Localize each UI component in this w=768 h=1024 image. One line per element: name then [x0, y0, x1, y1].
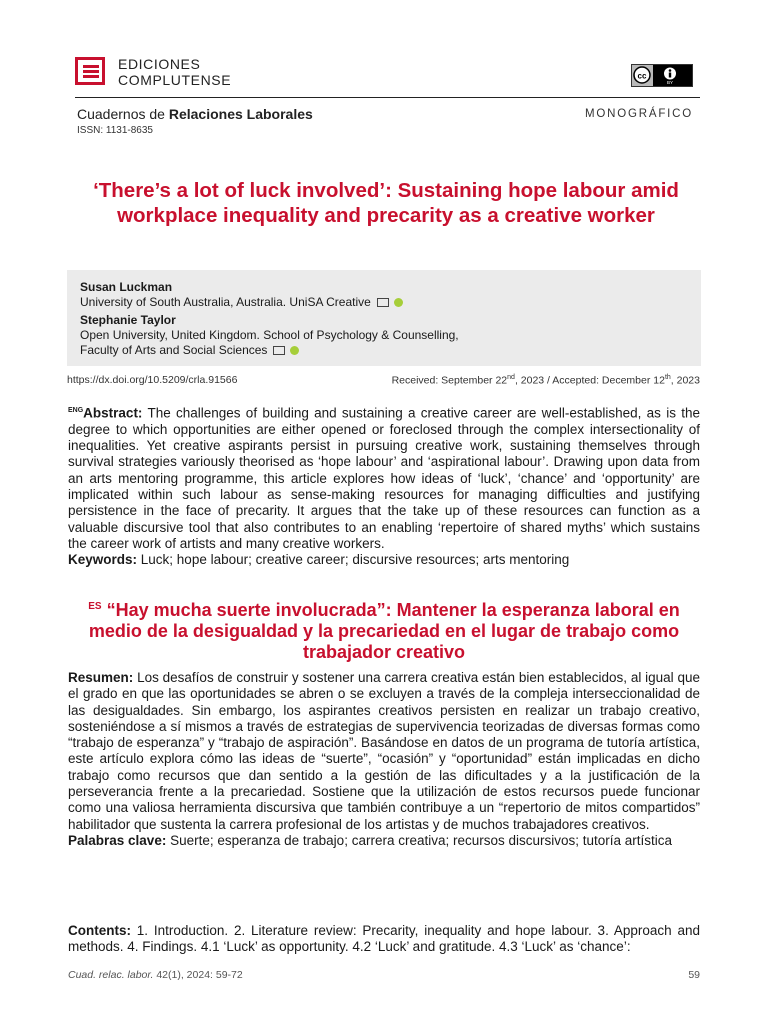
ediciones-complutense-logo-icon [75, 57, 105, 85]
lang-tag-en: ENG [68, 407, 84, 414]
keywords-label: Keywords: [68, 552, 138, 568]
article-title: ‘There’s a lot of luck involved’: Sustaining hope labour amid workplace inequality and precarity as a creative worker [93, 179, 679, 227]
abstract-es [68, 670, 700, 849]
header-rule [75, 97, 700, 98]
received-accepted-dates [392, 374, 700, 387]
page-number: 59 [688, 969, 700, 981]
abstract-en [68, 403, 700, 568]
author-affiliation: University of South Australia, Australia. UniSA Creative [80, 295, 371, 309]
received-sup: nd [507, 374, 515, 381]
received-label: Received: September 22 [391, 374, 508, 387]
author-2 [80, 313, 459, 358]
email-icon[interactable] [377, 298, 389, 307]
resumen-text: Los desafíos de construir y sostener una carrera creativa están bien establecidos, al igual que el grado en que las oportunidades se abren o se excluyen a través de la compleja interseccionalidad de las desigualdades. Sin embargo, los aspirantes creativos persisten en realizar un trabajo creativo, sosteniéndose a sí mismos a través de estrategias de supervivencia teorizadas de diversas formas como “trabajo de esperanza” y “trabajo de aspiración”. Basándose en datos de un programa de tutoría artística, este artículo explora cómo las ideas de “suerte”, “ocasión” y “oportunidad” están implicadas en dicho trabajo como recursos que dan sentido a la gestión de las dificultades y a la justificación de la perseverancia frente a la precariedad. Sostiene que la utilización de estos recursos puede funcionar como una valiosa herramienta discursiva que también contribuye a un “repertorio de mitos compartidos” habilitador que sustenta la carrera profesional de los artistas y de muchos trabajadores creativos. [68, 670, 700, 832]
palabras-clave-text: Suerte; esperanza de trabajo; carrera creativa; recursos discursivos; tutoría artística [166, 832, 673, 848]
issn: ISSN: 1131-8635 [77, 125, 153, 136]
publisher-name-line1: EDICIONES [118, 56, 201, 72]
author-affiliation: Open University, United Kingdom. School of Psychology & Counselling, [80, 328, 459, 342]
footer-citation [68, 969, 243, 981]
author-affiliation: Faculty of Arts and Social Sciences [80, 343, 268, 357]
doi-link[interactable]: https://dx.doi.org/10.5209/crla.91566 [67, 374, 238, 386]
lang-tag-es: ES [88, 601, 102, 612]
orcid-icon[interactable] [290, 346, 299, 355]
cc-by-icon [631, 64, 693, 87]
resumen-label: Resumen: [68, 670, 134, 685]
contents-text: 1. Introduction. 2. Literature review: Precarity, inequality and hope labour. 3. Approach and methods. 4. Findings. 4.1 ‘Luck’ as opportunity. 4.2 ‘Luck’ and gratitude. 4.3 ‘Luck’ as ‘chance’: [68, 923, 700, 955]
accepted-label: , 2023 / Accepted: December 12 [514, 374, 665, 387]
spanish-title [68, 596, 700, 663]
journal-prefix: Cuadernos de [77, 106, 169, 122]
footer-volume: 42(1), 2024: 59-72 [153, 969, 243, 981]
spanish-title-text: “Hay mucha suerte involucrada”: Mantener la esperanza laboral en medio de la desigualdad y la precariedad en el lugar de trabajo como trabajador creativo [88, 600, 680, 662]
abstract-label: Abstract: [83, 405, 143, 421]
svg-text:cc: cc [637, 71, 647, 81]
journal-name: Relaciones Laborales [168, 106, 313, 122]
email-icon[interactable] [273, 346, 285, 355]
footer-journal: Cuad. relac. labor. [68, 969, 154, 981]
author-name: Stephanie Taylor [80, 313, 176, 327]
author-1 [80, 280, 403, 310]
journal-title [77, 106, 313, 122]
contents-label: Contents: [68, 923, 131, 938]
section-label: MONOGRÁFICO [585, 108, 693, 120]
author-name: Susan Luckman [80, 280, 173, 294]
keywords-text: Luck; hope labour; creative career; discursive resources; arts mentoring [137, 552, 570, 568]
publisher-name-line2: COMPLUTENSE [118, 72, 232, 88]
palabras-clave-label: Palabras clave: [68, 832, 167, 848]
svg-text:BY: BY [666, 80, 674, 85]
accepted-sup: th [664, 374, 671, 381]
contents [68, 923, 700, 956]
orcid-icon[interactable] [394, 298, 403, 307]
accepted-year: , 2023 [670, 374, 700, 387]
abstract-text: The challenges of building and sustaining a creative career are well-established, as is the degree to which opportunities are either opened or foreclosed through the complex intersectionality of inequalities. Yet creative aspirants persist in pursuing creative work, sustaining themselves through survival strategies variously theorised as ‘hope labour’ and ‘aspirational labour’. Drawing upon data from an arts mentoring programme, this article explores how ideas of ‘luck’, ‘chance’ and ‘opportunity’ are implicated within such labour as sense-making resources for managing difficulties and justifying persistence in the face of precarity. It argues that the take up of these resources can function as a valuable discursive tool that also contributes to an enabling ‘repertoire of shared myths’ which sustains the career work of artists and many creative workers. [68, 405, 700, 551]
